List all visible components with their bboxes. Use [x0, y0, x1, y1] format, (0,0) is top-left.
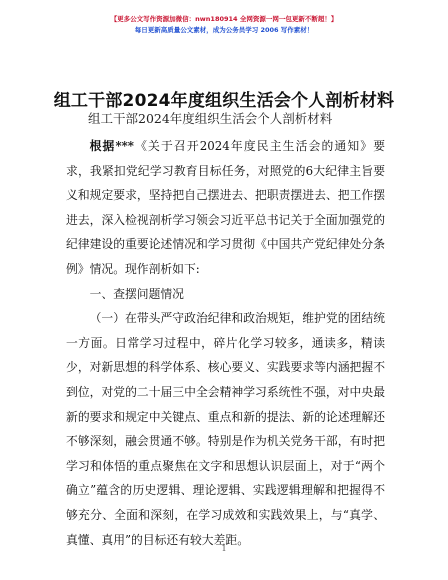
body-paragraph: （一）在带头严守政治纪律和政治规矩，维护党的团结统一方面。日常学习过程中，碎片化学习较多，通读多，精读少，对新思想的科学体系、核心要义、实践要求等内涵把握不到位，对党的二十届三中全会精神学习系统性不强，对中央最新的要求和规定中关键点、重点和新的提法、新的论述理解还不够深刻，融会贯通不够。特别是作为机关党务干部，有时把学习和体悟的重点聚焦在文字和思想认识层面上，对于“两个确立”蕴含的历史逻辑、理论逻辑、实践逻辑理解和把握得不够充分、全面和深刻，在学习成效和实践效果上，与“真学、真懂、真用”的目标还有较大差距。 — [66, 311, 385, 547]
promo-banner — [0, 14, 448, 36]
document-subtitle: 组工干部2024年度组织生活会个人剖析材料 — [88, 111, 333, 126]
intro-paragraph — [66, 134, 385, 282]
section-heading: 一、查摆问题情况 — [89, 286, 184, 301]
document-title: 组工干部2024年度组织生活会个人剖析材料 — [53, 91, 395, 111]
document-body — [66, 134, 385, 552]
promo-banner-line-1: 【更多公文写作资源加微信：nwn180914 全网资源一网一包更新不断超！】 — [110, 15, 338, 23]
intro-lead: 根据*** — [89, 139, 134, 153]
intro-text: 《关于召开2024年度民主生活会的通知》要求，我紧扣党纪学习教育目标任务，对照党的6大纪律主旨要义和规定要求，坚持把自己摆进去、把职责摆进去、把工作摆进去，深入检视剖析学习领会习近平总书记关于全面加强党的纪律建设的重要论述情况和学习贯彻《中国共产党纪律处分条例》情况。现作剖析如下: — [66, 139, 385, 276]
page-number: 1 — [221, 544, 227, 553]
promo-banner-line-2: 每日更新高质量公文素材，成为公务员学习 2006 写作素材！ — [134, 26, 314, 34]
